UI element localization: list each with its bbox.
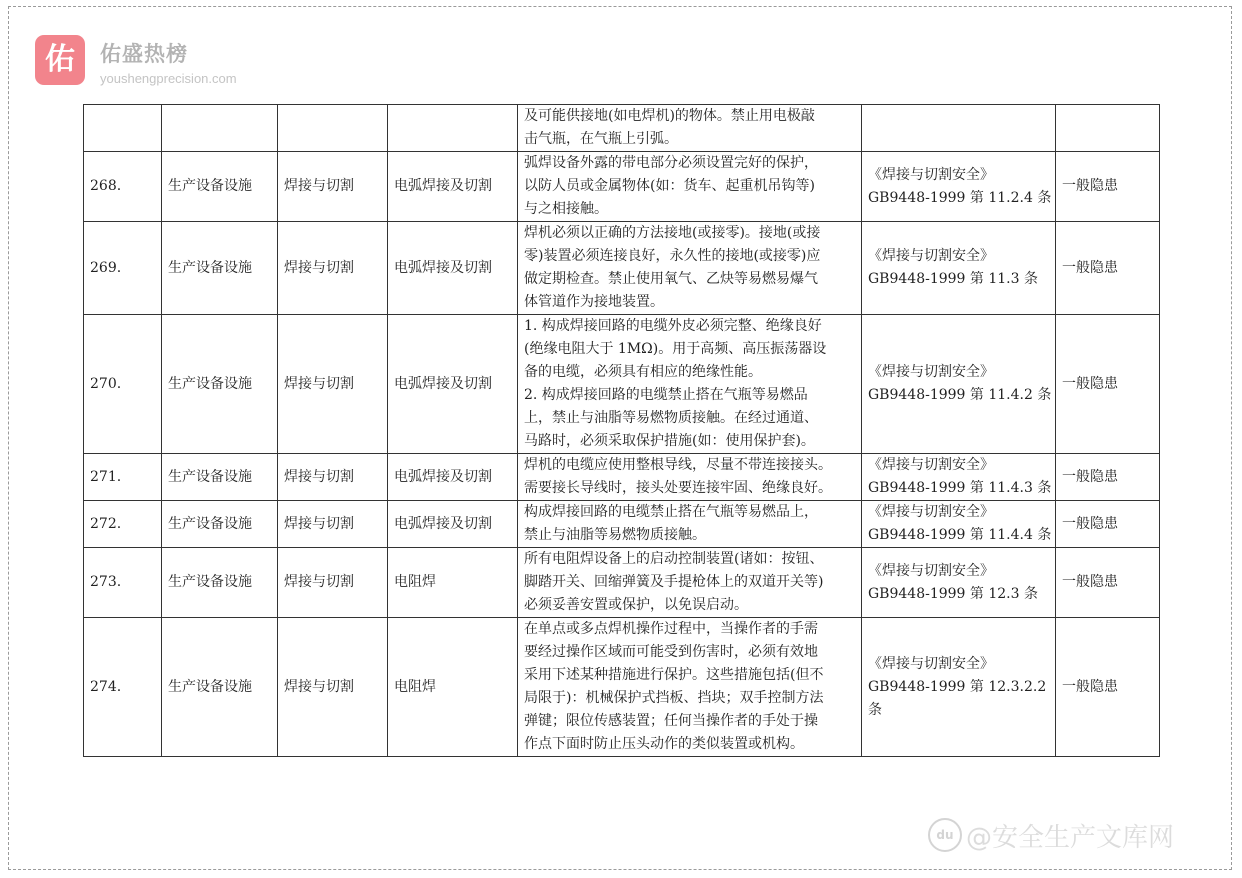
cell-level: 一般隐患 — [1056, 548, 1160, 618]
description-line: 与之相接触。 — [524, 201, 608, 217]
description-line: 必须妥善安置或保护，以免误启动。 — [524, 597, 748, 613]
cell-subtype: 电弧焊接及切割 — [388, 152, 518, 222]
cell-no: 273. — [84, 548, 162, 618]
standard-line: GB9448-1999 第 12.3.2.2 — [868, 678, 1047, 695]
cell-level: 一般隐患 — [1056, 454, 1160, 501]
description-line: 体管道作为接地装置。 — [524, 294, 664, 310]
description-line: 弹键；限位传感装置；任何当操作者的手处于操 — [524, 713, 818, 729]
cell-description — [518, 152, 862, 222]
cell-type: 焊接与切割 — [278, 501, 388, 548]
description-line: 1. 构成焊接回路的电缆外皮必须完整、绝缘良好 — [524, 318, 822, 334]
standard-line: GB9448-1999 第 11.3 条 — [868, 271, 1038, 287]
cell-description — [518, 548, 862, 618]
description-line: 以防人员或金属物体(如：货车、起重机吊钩等) — [524, 178, 815, 194]
table-row — [84, 315, 1160, 454]
cell-no: 268. — [84, 152, 162, 222]
cell-type: 焊接与切割 — [278, 152, 388, 222]
description-line: 上，禁止与油脂等易燃物质接触。在经过通道、 — [524, 410, 818, 426]
standard-line: 《焊接与切割安全》 — [868, 562, 994, 579]
standard-line: 《焊接与切割安全》 — [868, 504, 994, 520]
cell-description — [518, 454, 862, 501]
description-line: 要经过操作区域而可能受到伤害时，必须有效地 — [524, 644, 818, 660]
cell-no: 274. — [84, 618, 162, 757]
cell-level: 一般隐患 — [1056, 501, 1160, 548]
cell-category: 生产设备设施 — [162, 501, 278, 548]
standard-line: 《焊接与切割安全》 — [868, 364, 994, 380]
watermark-text: @安全生产文库网 — [966, 822, 1175, 853]
cell-level: 一般隐患 — [1056, 222, 1160, 315]
cell-standard — [862, 501, 1056, 548]
cell-standard — [862, 618, 1056, 757]
description-line: 2. 构成焊接回路的电缆禁止搭在气瓶等易燃品 — [524, 387, 808, 403]
standard-line: 《焊接与切割安全》 — [868, 655, 994, 672]
cell-no: 270. — [84, 315, 162, 454]
description-line: 焊机必须以正确的方法接地(或接零)。接地(或接 — [524, 225, 821, 241]
cell-type: 焊接与切割 — [278, 618, 388, 757]
brand-logo-icon: 佑 — [35, 35, 85, 85]
brand-url: youshengprecision.com — [100, 71, 237, 86]
table-row — [84, 501, 1160, 548]
cell-no: 269. — [84, 222, 162, 315]
cell-description — [518, 618, 862, 757]
cell-category — [162, 105, 278, 152]
description-line: 击气瓶，在气瓶上引弧。 — [524, 131, 678, 147]
cell-standard — [862, 315, 1056, 454]
description-line: 所有电阻焊设备上的启动控制装置(诸如：按钮、 — [524, 551, 824, 567]
du-logo-icon: du — [928, 818, 962, 852]
cell-type: 焊接与切割 — [278, 315, 388, 454]
cell-no: 271. — [84, 454, 162, 501]
cell-category: 生产设备设施 — [162, 222, 278, 315]
cell-level: 一般隐患 — [1056, 315, 1160, 454]
description-line: 需要接长导线时，接头处要连接牢固、绝缘良好。 — [524, 480, 832, 496]
cell-level — [1056, 105, 1160, 152]
cell-category: 生产设备设施 — [162, 548, 278, 618]
table-row — [84, 105, 1160, 152]
cell-subtype: 电弧焊接及切割 — [388, 315, 518, 454]
cell-standard — [862, 105, 1056, 152]
description-line: 作点下面时防止压头动作的类似装置或机构。 — [524, 736, 804, 752]
cell-type: 焊接与切割 — [278, 548, 388, 618]
cell-description — [518, 222, 862, 315]
standard-line: GB9448-1999 第 11.4.3 条 — [868, 480, 1052, 496]
cell-subtype — [388, 105, 518, 152]
description-line: 脚踏开关、回缩弹簧及手提枪体上的双道开关等) — [524, 574, 824, 590]
hazard-table — [83, 104, 1160, 757]
table-row — [84, 454, 1160, 501]
description-line: 构成焊接回路的电缆禁止搭在气瓶等易燃品上， — [524, 504, 818, 520]
description-line: 马路时，必须采取保护措施(如：使用保护套)。 — [524, 433, 815, 449]
cell-category: 生产设备设施 — [162, 315, 278, 454]
cell-level: 一般隐患 — [1056, 152, 1160, 222]
cell-type — [278, 105, 388, 152]
cell-category: 生产设备设施 — [162, 152, 278, 222]
standard-line: 《焊接与切割安全》 — [868, 248, 994, 264]
standard-line: 《焊接与切割安全》 — [868, 457, 994, 473]
cell-category: 生产设备设施 — [162, 618, 278, 757]
standard-line: GB9448-1999 第 12.3 条 — [868, 585, 1038, 602]
cell-level: 一般隐患 — [1056, 618, 1160, 757]
cell-standard — [862, 152, 1056, 222]
cell-type: 焊接与切割 — [278, 222, 388, 315]
cell-subtype: 电弧焊接及切割 — [388, 454, 518, 501]
description-line: 焊机的电缆应使用整根导线，尽量不带连接接头。 — [524, 457, 832, 473]
cell-no: 272. — [84, 501, 162, 548]
table-row — [84, 618, 1160, 757]
cell-type: 焊接与切割 — [278, 454, 388, 501]
description-line: 做定期检查。禁止使用氧气、乙炔等易燃易爆气 — [524, 271, 818, 287]
table-row — [84, 222, 1160, 315]
cell-no — [84, 105, 162, 152]
description-line: 局限于)：机械保护式挡板、挡块；双手控制方法 — [524, 690, 824, 706]
cell-subtype: 电弧焊接及切割 — [388, 501, 518, 548]
cell-description — [518, 105, 862, 152]
standard-line: 条 — [868, 701, 882, 718]
description-line: (绝缘电阻大于 1MΩ)。用于高频、高压振荡器设 — [524, 341, 827, 357]
standard-line: 《焊接与切割安全》 — [868, 166, 994, 183]
description-line: 及可能供接地(如电焊机)的物体。禁止用电极敲 — [524, 108, 815, 124]
watermark — [928, 815, 1174, 855]
cell-subtype: 电阻焊 — [388, 548, 518, 618]
cell-category: 生产设备设施 — [162, 454, 278, 501]
cell-subtype: 电阻焊 — [388, 618, 518, 757]
cell-description — [518, 315, 862, 454]
cell-standard — [862, 454, 1056, 501]
cell-standard — [862, 222, 1056, 315]
cell-standard — [862, 548, 1056, 618]
cell-description — [518, 501, 862, 548]
brand-name: 佑盛热榜 — [100, 42, 188, 66]
standard-line: GB9448-1999 第 11.2.4 条 — [868, 189, 1052, 206]
description-line: 备的电缆，必须具有相应的绝缘性能。 — [524, 364, 762, 380]
description-line: 在单点或多点焊机操作过程中，当操作者的手需 — [524, 621, 818, 637]
table-row — [84, 548, 1160, 618]
standard-line: GB9448-1999 第 11.4.2 条 — [868, 387, 1052, 403]
description-line: 禁止与油脂等易燃物质接触。 — [524, 527, 706, 543]
description-line: 采用下述某种措施进行保护。这些措施包括(但不 — [524, 667, 824, 683]
description-line: 弧焊设备外露的带电部分必须设置完好的保护， — [524, 155, 818, 171]
description-line: 零)装置必须连接良好，永久性的接地(或接零)应 — [524, 248, 821, 264]
table-row — [84, 152, 1160, 222]
standard-line: GB9448-1999 第 11.4.4 条 — [868, 527, 1052, 543]
cell-subtype: 电弧焊接及切割 — [388, 222, 518, 315]
